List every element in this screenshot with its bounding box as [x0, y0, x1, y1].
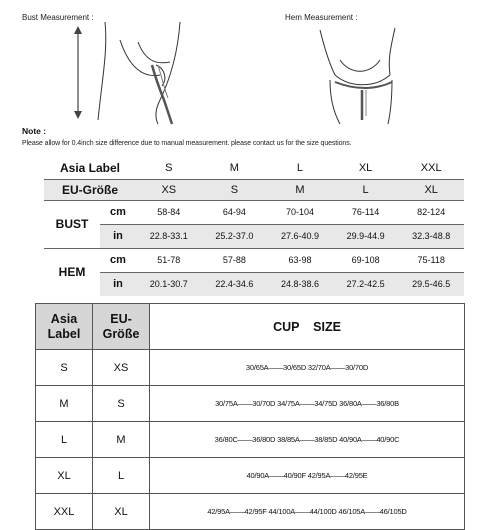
bust-in-value: 22.8-33.1: [136, 224, 202, 248]
eu-size: L: [333, 179, 399, 200]
bust-cm-unit: cm: [100, 200, 136, 224]
bust-in-value: 32.3-48.8: [398, 224, 464, 248]
bust-cm-value: 58-84: [136, 200, 202, 224]
hem-in-value: 24.8-38.6: [267, 272, 333, 296]
eu-size: XS: [136, 179, 202, 200]
hem-label: HEM: [58, 265, 86, 280]
table-row: [44, 179, 464, 200]
cup-row-eu: L: [93, 458, 150, 494]
hem-measurement-label: Hem Measurement :: [285, 13, 358, 22]
cup-row-eu: M: [93, 422, 150, 458]
table-row: [44, 248, 464, 272]
table-row: [36, 386, 465, 422]
asia-size: L: [296, 162, 304, 175]
asia-size: XL: [358, 162, 373, 175]
bust-in-value: 25.2-37.0: [202, 224, 268, 248]
hem-cm-value: 63-98: [267, 248, 333, 272]
table-row: [36, 494, 465, 530]
asia-size: M: [229, 162, 239, 175]
size-table: [44, 158, 464, 296]
asia-label-header: Asia Label: [59, 161, 121, 176]
cup-row-asia: XL: [36, 458, 93, 494]
table-row: [36, 304, 465, 350]
cup-row-sizes: 40/90A——40/90F 42/95A——42/95E: [150, 458, 465, 494]
eu-size: M: [267, 179, 333, 200]
table-row: [44, 224, 464, 248]
bust-cm-value: 64-94: [202, 200, 268, 224]
table-row: [44, 158, 464, 179]
bust-in-value: 29.9-44.9: [333, 224, 399, 248]
cup-row-asia: XXL: [36, 494, 93, 530]
cup-row-asia: L: [36, 422, 93, 458]
hem-in-unit: in: [100, 272, 136, 296]
cup-row-sizes: 30/75A——30/70D 34/75A——34/75D 36/80A——36/80B: [150, 386, 465, 422]
bust-cm-value: 76-114: [333, 200, 399, 224]
cup-size-header: CUP SIZE: [150, 304, 465, 350]
asia-size: XXL: [420, 162, 442, 175]
bust-cm-value: 82-124: [398, 200, 464, 224]
cup-size-table: [35, 303, 465, 530]
hem-cm-value: 57-88: [202, 248, 268, 272]
cup-row-eu: S: [93, 386, 150, 422]
note-text: Please allow for 0.4inch size difference due to manual measurement. please contact us for the size questions.: [22, 140, 352, 147]
cup-row-sizes: 36/80C——36/80D 38/85A——38/85D 40/90A——40/90C: [150, 422, 465, 458]
eu-label-header: EU-Größe: [44, 179, 136, 200]
hem-measurement-illustration: [300, 20, 420, 125]
bust-in-value: 27.6-40.9: [267, 224, 333, 248]
bust-label: BUST: [44, 200, 100, 248]
cup-row-sizes: 42/95A——42/95F 44/100A——44/100D 46/105A——46/105D: [150, 494, 465, 530]
bust-in-unit: in: [100, 224, 136, 248]
note-title: Note :: [22, 126, 47, 136]
cup-row-asia: M: [36, 386, 93, 422]
asia-size: S: [165, 162, 173, 175]
table-row: [36, 458, 465, 494]
cup-table-asia-header: Asia Label: [36, 304, 93, 350]
cup-row-asia: S: [36, 350, 93, 386]
hem-in-value: 22.4-34.6: [202, 272, 268, 296]
hem-cm-value: 69-108: [333, 248, 399, 272]
cup-table-eu-header: EU- Größe: [93, 304, 150, 350]
bust-measurement-label: Bust Measurement :: [22, 13, 94, 22]
table-row: [36, 422, 465, 458]
hem-cm-unit: cm: [100, 248, 136, 272]
hem-cm-value: 75-118: [398, 248, 464, 272]
hem-cm-value: 51-78: [136, 248, 202, 272]
hem-in-value: 20.1-30.7: [136, 272, 202, 296]
eu-size: S: [202, 179, 268, 200]
bust-cm-value: 70-104: [267, 200, 333, 224]
cup-row-eu: XL: [93, 494, 150, 530]
table-row: [44, 272, 464, 296]
cup-row-eu: XS: [93, 350, 150, 386]
table-row: [44, 200, 464, 224]
hem-in-value: 29.5-46.5: [398, 272, 464, 296]
eu-size: XL: [398, 179, 464, 200]
bust-measurement-illustration: [60, 20, 200, 125]
table-row: [36, 350, 465, 386]
cup-row-sizes: 30/65A——30/65D 32/70A——30/70D: [150, 350, 465, 386]
hem-in-value: 27.2-42.5: [333, 272, 399, 296]
